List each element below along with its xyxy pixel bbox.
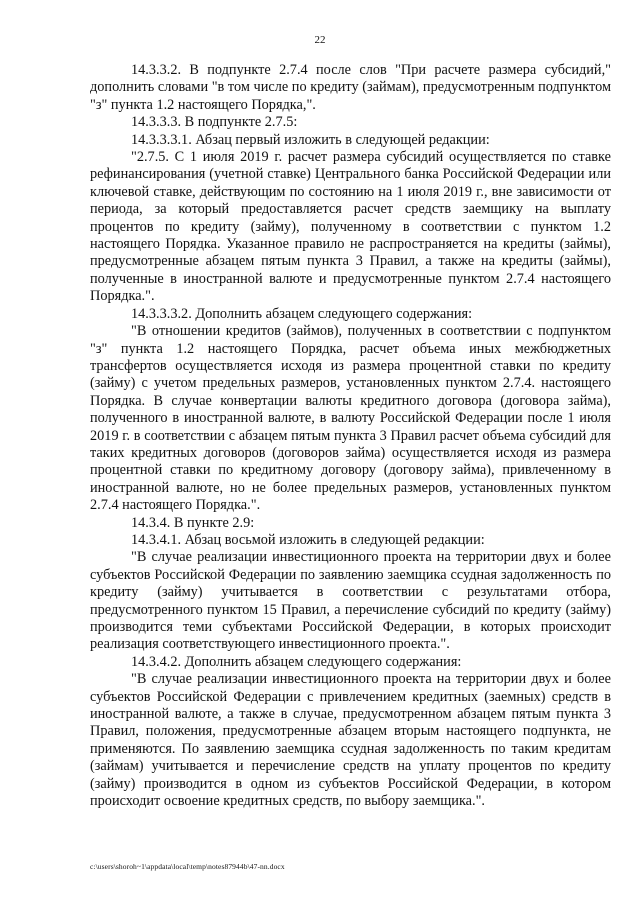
paragraph-investment-project-text: "В случае реализации инвестиционного проекта на территории двух и более субъектов Российской Федерации по заявлению заемщика ссудная задолженность по кредиту (займу) учитывается в соответствии с результатами отбора, предусмотренного пунктом 15 Правил, а перечисление субсидий по кредиту (займу) производится теми субъектами Российской Федерации, в которых происходит реализация соответствующего инвестиционного проекта.". [90, 549, 611, 653]
paragraph-14-3-3-3-2: 14.3.3.3.2. Дополнить абзацем следующего содержания: [131, 305, 473, 322]
paragraph-14-3-3-3-1: 14.3.3.3.1. Абзац первый изложить в следующей редакции: [131, 131, 490, 148]
paragraph-foreign-currency-text: "В случае реализации инвестиционного проекта на территории двух и более субъектов Российской Федерации с привлечением кредитных (заемных) средств в иностранной валюте, а также в случае, предусмотренном абзацем пятым пункта 3 Правил, положения, предусмотренные абзацем вторым настоящего подпункта, не применяются. По заявлению заемщика ссудная задолженность по таким кредитам (займам) учитывается и перечисление средств на уплату процентов по кредиту (займу) производится в одном из субъектов Российской Федерации, в котором происходит освоение кредитных средств, по выбору заемщика.". [90, 671, 611, 810]
paragraph-credits-text: "В отношении кредитов (займов), полученных в соответствии с подпунктом "з" пункта 1.2 настоящего Порядка, расчет объема иных межбюджетных трансфертов осуществляется исходя из размера процентной ставки по кредиту (займу) с учетом предельных размеров, установленных пунктом 2.7.4. настоящего Порядка. В случае конвертации валюты кредитного договора (договора займа), полученного в иностранной валюте, в валюту Российской Федерации после 1 июля 2019 г. в соответствии с абзацем пятым пункта 3 Правил расчет объема субсидий для таких кредитных договоров (договоров займа) осуществляется исходя из размера процентной ставки по кредитному договору (договору займа), привлеченному в иностранной валюте, но не более предельных размеров, установленных пунктом 2.7.4 настоящего Порядка.". [90, 323, 611, 514]
paragraph-2-7-5-text: "2.7.5. С 1 июля 2019 г. расчет размера субсидий осуществляется по ставке рефинансирования (учетной ставке) Центрального банка Российской Федерации или ключевой ставке, действующим по состоянию на 1 июля 2019 г., вне зависимости от периода, за который предоставляется расчет средств заемщику на выплату процентов по кредиту (займу), полученному в соответствии с пунктом 1.2 настоящего Порядка. Указанное правило не распространяется на кредиты (займы), предусмотренные абзацем пятым пункта 3 Правил, а также на кредиты (займы), полученные в иностранной валюте и предусмотренные пунктом 2.7.4 настоящего Порядка.". [90, 149, 611, 305]
paragraph-14-3-3-2: 14.3.3.2. В подпункте 2.7.4 после слов "При расчете размера субсидий," дополнить словами "в том числе по кредиту (займам), предусмотренным подпунктом "з" пункта 1.2 настоящего Порядка,". [90, 62, 611, 113]
page-number: 22 [314, 34, 326, 46]
paragraph-14-3-4-2: 14.3.4.2. Дополнить абзацем следующего содержания: [131, 653, 462, 670]
paragraph-14-3-4: 14.3.4. В пункте 2.9: [131, 514, 255, 531]
paragraph-14-3-3-3: 14.3.3.3. В подпункте 2.7.5: [131, 114, 298, 131]
paragraph-14-3-4-1: 14.3.4.1. Абзац восьмой изложить в следующей редакции: [131, 531, 485, 548]
footer-file-path: c:\users\shoroh~1\appdata\local\temp\notes87944b\47-nn.docx [90, 862, 285, 871]
document-body [90, 62, 611, 810]
